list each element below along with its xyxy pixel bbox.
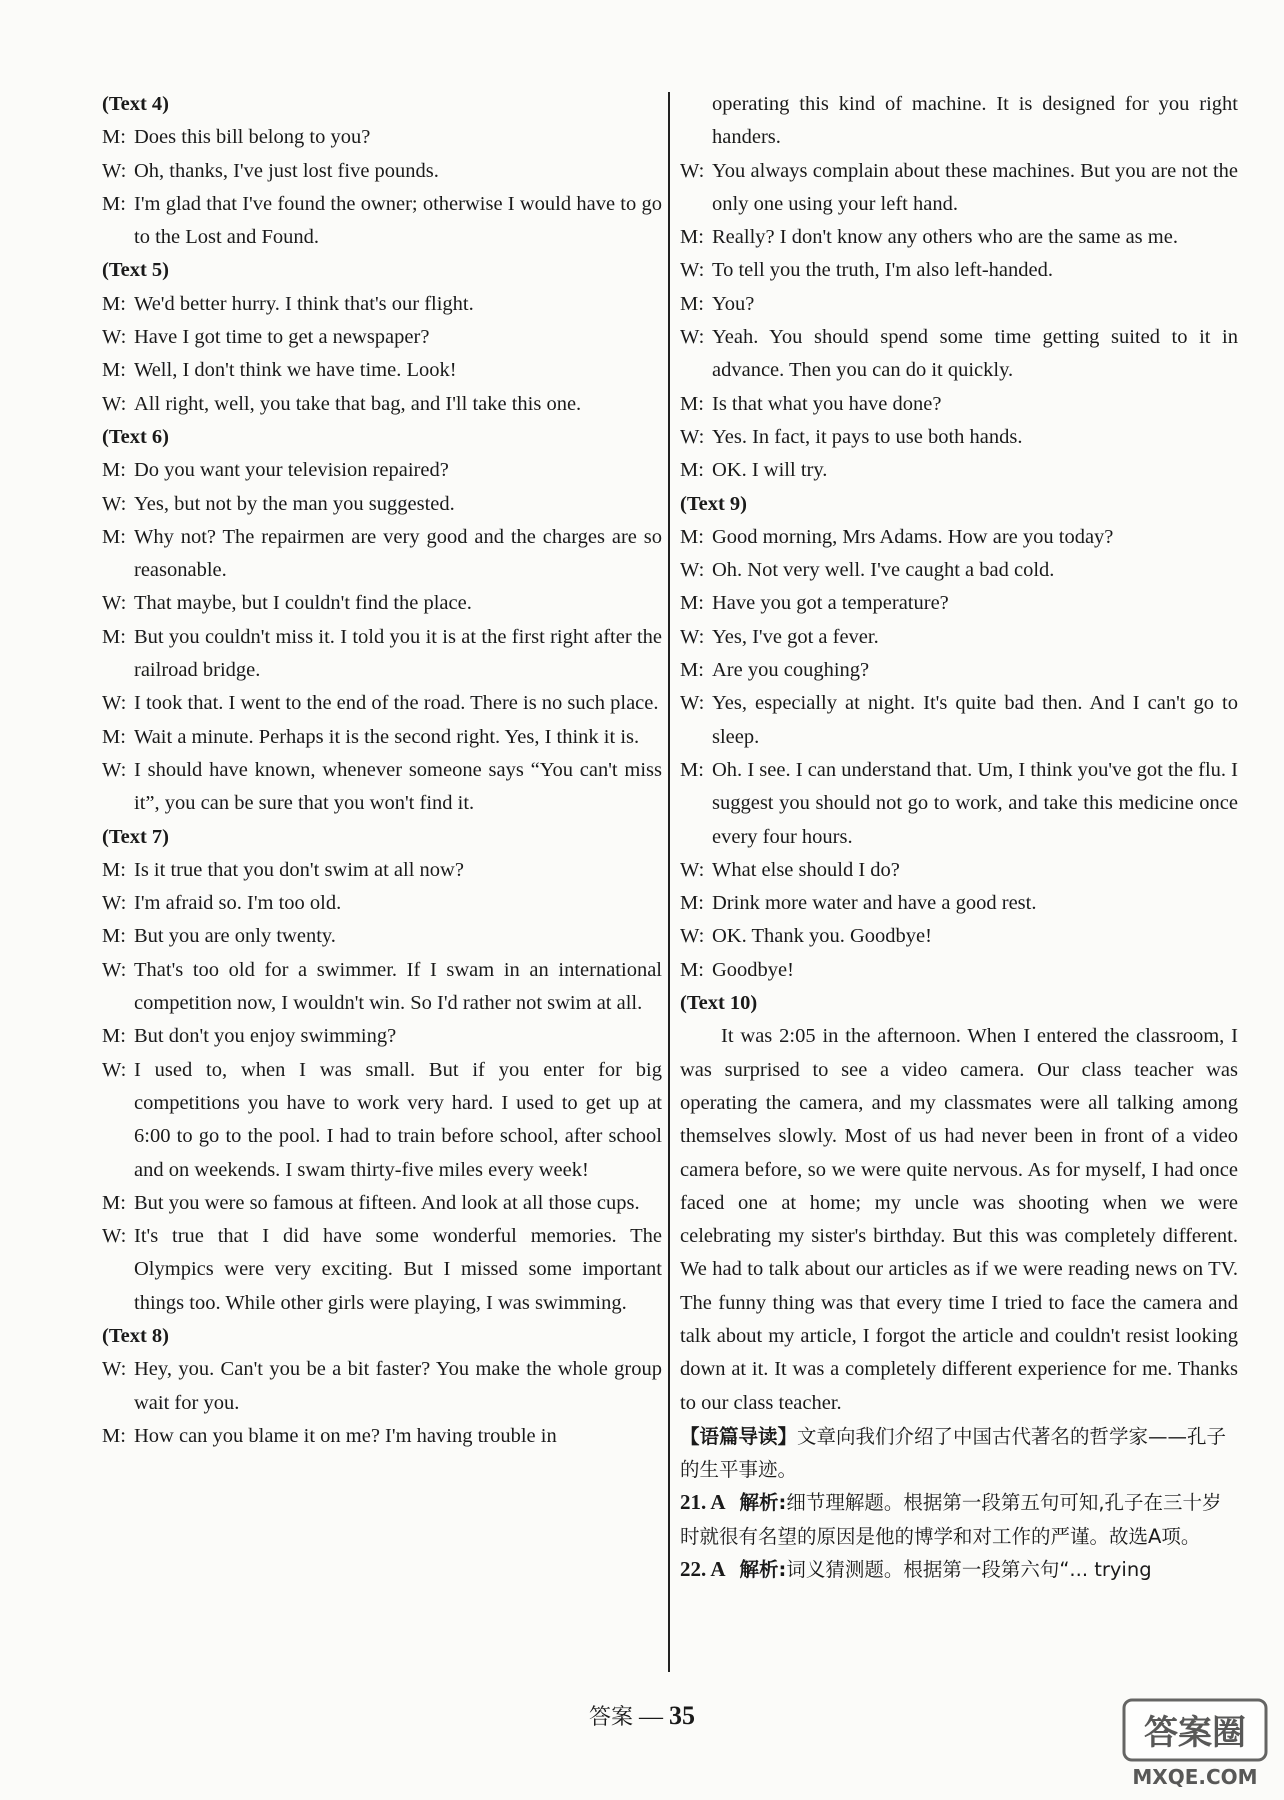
speaker-label: M : bbox=[102, 920, 126, 953]
answer-text: 细节理解题。根据第一段第五句可知,孔子在三十岁时就很有名望的原因是他的博学和对工作的严谨。故选A项。 bbox=[680, 1491, 1222, 1548]
dialogue-text: Have I got time to get a newspaper? bbox=[134, 326, 430, 349]
speaker-label: W : bbox=[102, 488, 126, 521]
dialogue-line bbox=[680, 288, 1238, 321]
speaker-label: W : bbox=[102, 155, 126, 188]
dialogue-text: But you are only twenty. bbox=[134, 925, 336, 948]
dialogue-line bbox=[102, 887, 662, 920]
dialogue-text: To tell you the truth, I'm also left-handed. bbox=[712, 259, 1053, 282]
dialogue-text: Yes, especially at night. It's quite bad then. And I can't go to sleep. bbox=[712, 692, 1238, 748]
dialogue-text: I should have known, whenever someone says “You can't miss it”, you can be sure that you won't find it. bbox=[134, 758, 662, 815]
dialogue-continuation bbox=[680, 88, 1238, 155]
dialogue-line bbox=[680, 254, 1238, 287]
dialogue-line bbox=[102, 121, 662, 154]
speaker-label: W : bbox=[102, 1220, 126, 1253]
dialogue-text: Drink more water and have a good rest. bbox=[712, 892, 1037, 915]
speaker-label: M : bbox=[680, 454, 704, 487]
dialogue-line bbox=[680, 221, 1238, 254]
dialogue-text: Are you coughing? bbox=[712, 659, 870, 682]
dialogue-text: Good morning, Mrs Adams. How are you today? bbox=[712, 525, 1114, 548]
dialogue-line bbox=[102, 621, 662, 688]
page-number: 35 bbox=[669, 1701, 695, 1730]
speaker-label: M : bbox=[680, 654, 704, 687]
speaker-label: M : bbox=[102, 121, 126, 154]
dialogue-text: Why not? The repairmen are very good and the charges are so reasonable. bbox=[134, 525, 662, 582]
dialogue-line bbox=[102, 1020, 662, 1053]
watermark-top-text: 答案圈 bbox=[1144, 1713, 1246, 1753]
speaker-label: M : bbox=[102, 354, 126, 387]
answer-explanation bbox=[680, 1486, 1238, 1553]
dialogue-text: Oh. Not very well. I've caught a bad cold. bbox=[712, 559, 1055, 582]
dialogue-text: But don't you enjoy swimming? bbox=[134, 1025, 397, 1048]
answer-number: 21. A bbox=[680, 1490, 726, 1515]
dialogue-line bbox=[102, 155, 662, 188]
dialogue-line bbox=[680, 954, 1238, 987]
dialogue-text: Is it true that you don't swim at all now? bbox=[134, 858, 464, 881]
dialogue-text: You? bbox=[712, 292, 755, 315]
dialogue-line bbox=[680, 421, 1238, 454]
dialogue-line bbox=[102, 1420, 662, 1453]
speaker-label: M : bbox=[680, 388, 704, 421]
dialogue-text: That maybe, but I couldn't find the place. bbox=[134, 592, 472, 615]
watermark-logo bbox=[1120, 1696, 1270, 1792]
left-column bbox=[102, 88, 662, 1453]
speaker-label: W : bbox=[102, 321, 126, 354]
speaker-label: M : bbox=[102, 1420, 126, 1453]
dialogue-line bbox=[680, 920, 1238, 953]
speaker-label: W : bbox=[680, 421, 704, 454]
dialogue-text: Does this bill belong to you? bbox=[134, 126, 371, 149]
dialogue-line bbox=[102, 954, 662, 1021]
speaker-label: M : bbox=[102, 288, 126, 321]
section-heading: (Text 10) bbox=[680, 992, 758, 1015]
speaker-label: M : bbox=[680, 954, 704, 987]
dialogue-line bbox=[102, 454, 662, 487]
dialogue-text: It's true that I did have some wonderful memories. The Olympics were very exciting. But I missed some important things too. While other girls were playing, I was swimming. bbox=[134, 1225, 662, 1314]
dialogue-line bbox=[102, 1054, 662, 1187]
speaker-label: M : bbox=[680, 288, 704, 321]
dialogue-line bbox=[102, 188, 662, 255]
dialogue-text: I used to, when I was small. But if you enter for big competitions you have to work very hard. I used to get up at 6:00 to go to the pool. I had to train before school, after school and on weekends. I swam thirty-five miles every week! bbox=[134, 1058, 662, 1181]
dialogue-text: Is that what you have done? bbox=[712, 392, 942, 415]
dialogue-line bbox=[680, 654, 1238, 687]
speaker-label: M : bbox=[102, 454, 126, 487]
dialogue-line bbox=[102, 1187, 662, 1220]
page-footer bbox=[0, 1700, 1284, 1731]
dialogue-line bbox=[102, 721, 662, 754]
dialogue-text: Well, I don't think we have time. Look! bbox=[134, 359, 457, 382]
dialogue-line bbox=[680, 521, 1238, 554]
speaker-label: W : bbox=[102, 1353, 126, 1386]
dialogue-text: Oh, thanks, I've just lost five pounds. bbox=[134, 159, 439, 182]
section-heading: (Text 8) bbox=[102, 1324, 169, 1347]
dialogue-line bbox=[102, 1220, 662, 1320]
dialogue-text: How can you blame it on me? I'm having trouble in bbox=[134, 1424, 557, 1447]
dialogue-text: But you were so famous at fifteen. And look at all those cups. bbox=[134, 1191, 640, 1214]
reading-guide bbox=[680, 1420, 1238, 1487]
watermark-bottom-text: MXQE.COM bbox=[1132, 1765, 1258, 1789]
dialogue-line bbox=[680, 687, 1238, 754]
dialogue-line bbox=[680, 621, 1238, 654]
speaker-label: M : bbox=[680, 521, 704, 554]
dialogue-text: What else should I do? bbox=[712, 858, 900, 881]
speaker-label: W : bbox=[680, 920, 704, 953]
footer-label: 答案 bbox=[588, 1705, 633, 1730]
dialogue-text: OK. Thank you. Goodbye! bbox=[712, 925, 932, 948]
dialogue-text: OK. I will try. bbox=[712, 459, 828, 482]
speaker-label: M : bbox=[102, 621, 126, 654]
speaker-label: M : bbox=[680, 887, 704, 920]
speaker-label: W : bbox=[680, 321, 704, 354]
answer-number: 22. A bbox=[680, 1557, 726, 1582]
answer-label: 解析: bbox=[739, 1491, 787, 1515]
footer-dash: — bbox=[639, 1704, 663, 1730]
dialogue-line bbox=[680, 388, 1238, 421]
dialogue-line bbox=[680, 321, 1238, 388]
passage-paragraph: It was 2:05 in the afternoon. When I entered the classroom, I was surprised to see a video camera. Our class teacher was operating the camera, and my classmates were all talking among themselves slowly. Most of us had never been in front of a video camera before, so we were quite nervous. As for myself, I had once faced one at home; my uncle was shooting when we were celebrating my sister's birthday. But this was completely different. We had to talk about our articles as if we were reading news on TV. The funny thing was that every time I tried to face the camera and talk about my article, I forgot the article and couldn't resist looking down at it. It was a completely different experience for me. Thanks to our class teacher. bbox=[680, 1025, 1238, 1414]
dialogue-text: operating this kind of machine. It is designed for you right handers. bbox=[712, 93, 1238, 149]
section-heading: (Text 5) bbox=[102, 259, 169, 282]
speaker-label: W : bbox=[102, 587, 126, 620]
dialogue-text: But you couldn't miss it. I told you it is at the first right after the railroad bridge. bbox=[134, 625, 662, 682]
speaker-label: W : bbox=[680, 554, 704, 587]
dialogue-text: We'd better hurry. I think that's our flight. bbox=[134, 292, 474, 315]
guide-tag: 【语篇导读】 bbox=[680, 1424, 798, 1448]
speaker-label: W : bbox=[680, 155, 704, 188]
dialogue-line bbox=[102, 754, 662, 821]
dialogue-line bbox=[102, 1353, 662, 1420]
dialogue-text: Yes. In fact, it pays to use both hands. bbox=[712, 425, 1023, 448]
dialogue-text: All right, well, you take that bag, and I'll take this one. bbox=[134, 392, 582, 415]
guide-text: 文章向我们介绍了中国古代著名的哲学家——孔子的生平事迹。 bbox=[680, 1424, 1227, 1482]
dialogue-text: You always complain about these machines. But you are not the only one using your left hand. bbox=[712, 159, 1238, 215]
dialogue-text: Really? I don't know any others who are the same as me. bbox=[712, 226, 1178, 249]
speaker-label: M : bbox=[102, 521, 126, 554]
speaker-label: M : bbox=[680, 754, 704, 787]
dialogue-line bbox=[102, 920, 662, 953]
dialogue-text: Oh. I see. I can understand that. Um, I think you've got the flu. I suggest you should not go to work, and take this medicine once every four hours. bbox=[712, 758, 1238, 848]
dialogue-line bbox=[680, 454, 1238, 487]
dialogue-text: Goodbye! bbox=[712, 958, 794, 981]
dialogue-line bbox=[102, 488, 662, 521]
speaker-label: W : bbox=[680, 687, 704, 720]
dialogue-line bbox=[102, 521, 662, 588]
speaker-label: M : bbox=[102, 721, 126, 754]
dialogue-line bbox=[102, 687, 662, 720]
speaker-label: M : bbox=[102, 188, 126, 221]
dialogue-text: I'm afraid so. I'm too old. bbox=[134, 892, 342, 915]
speaker-label: M : bbox=[102, 1020, 126, 1053]
column-divider bbox=[668, 92, 670, 1672]
speaker-label: W : bbox=[102, 887, 126, 920]
speaker-label: W : bbox=[102, 687, 126, 720]
dialogue-text: Hey, you. Can't you be a bit faster? You make the whole group wait for you. bbox=[134, 1358, 662, 1414]
dialogue-line bbox=[680, 754, 1238, 854]
dialogue-line bbox=[102, 354, 662, 387]
dialogue-line bbox=[102, 854, 662, 887]
dialogue-line bbox=[680, 887, 1238, 920]
answer-explanation bbox=[680, 1553, 1238, 1586]
dialogue-line bbox=[680, 554, 1238, 587]
dialogue-text: Yes, but not by the man you suggested. bbox=[134, 492, 455, 515]
section-heading: (Text 9) bbox=[680, 492, 747, 515]
section-heading: (Text 7) bbox=[102, 825, 169, 848]
dialogue-text: Have you got a temperature? bbox=[712, 592, 949, 615]
answer-text: 词义猜测题。根据第一段第六句“... trying bbox=[786, 1558, 1152, 1582]
dialogue-text: Wait a minute. Perhaps it is the second right. Yes, I think it is. bbox=[134, 725, 640, 748]
dialogue-text: Yeah. You should spend some time getting suited to it in advance. Then you can do it quickly. bbox=[712, 326, 1238, 382]
dialogue-text: That's too old for a swimmer. If I swam in an international competition now, I wouldn't win. So I'd rather not swim at all. bbox=[134, 958, 662, 1015]
section-heading: (Text 4) bbox=[102, 93, 169, 115]
dialogue-text: Do you want your television repaired? bbox=[134, 459, 449, 482]
speaker-label: W : bbox=[102, 388, 126, 421]
speaker-label: W : bbox=[680, 621, 704, 654]
speaker-label: W : bbox=[102, 1054, 126, 1087]
speaker-label: W : bbox=[680, 254, 704, 287]
speaker-label: M : bbox=[102, 854, 126, 887]
section-heading: (Text 6) bbox=[102, 425, 169, 448]
answer-label: 解析: bbox=[739, 1558, 787, 1582]
dialogue-line bbox=[102, 587, 662, 620]
right-column bbox=[680, 88, 1238, 1586]
dialogue-line bbox=[680, 854, 1238, 887]
speaker-label: W : bbox=[680, 854, 704, 887]
dialogue-text: I took that. I went to the end of the road. There is no such place. bbox=[134, 692, 659, 715]
speaker-label: M : bbox=[102, 1187, 126, 1220]
dialogue-line bbox=[102, 388, 662, 421]
dialogue-text: Yes, I've got a fever. bbox=[712, 625, 879, 648]
speaker-label: W : bbox=[102, 954, 126, 987]
dialogue-line bbox=[102, 321, 662, 354]
dialogue-line bbox=[102, 288, 662, 321]
speaker-label: M : bbox=[680, 221, 704, 254]
speaker-label: W : bbox=[102, 754, 126, 787]
dialogue-text: I'm glad that I've found the owner; otherwise I would have to go to the Lost and Found. bbox=[134, 192, 662, 249]
dialogue-line bbox=[680, 155, 1238, 222]
speaker-label: M : bbox=[680, 587, 704, 620]
dialogue-line bbox=[680, 587, 1238, 620]
